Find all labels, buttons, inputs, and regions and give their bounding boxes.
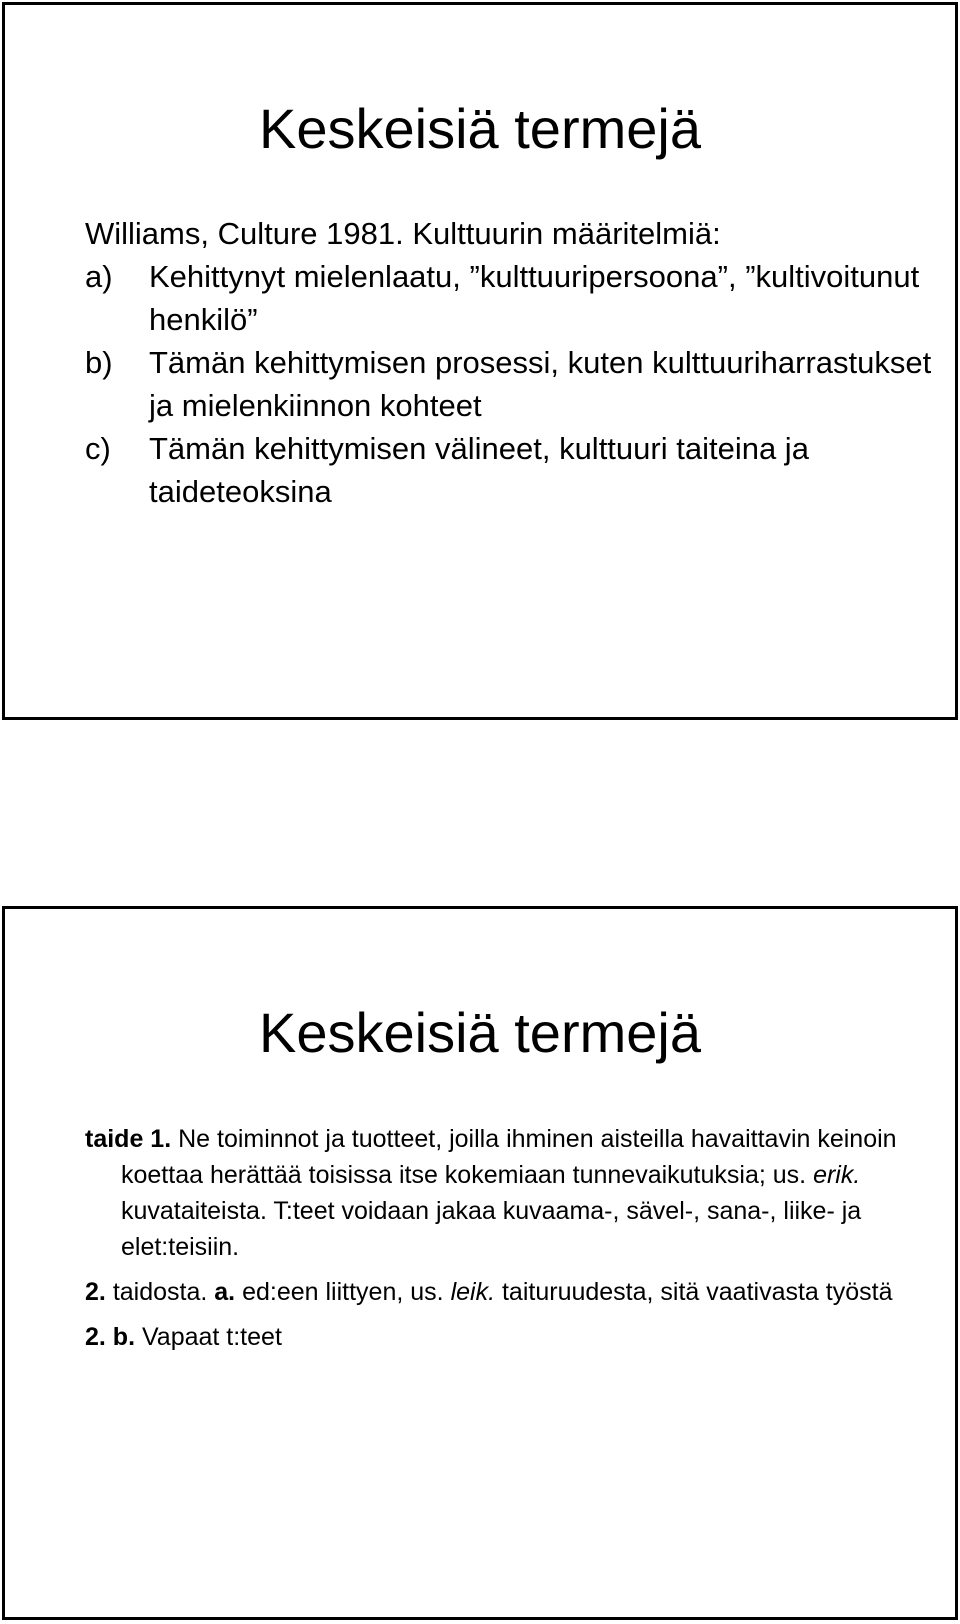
definition-text: kuvataiteista. T:teet voidaan jakaa kuvaama-, sävel-, sana-, liike- ja elet:teisiin. (121, 1197, 862, 1261)
definition-label: c) (85, 431, 111, 466)
definition-text: Tämän kehittymisen välineet, kulttuuri taiteina ja taideteoksina (149, 431, 809, 509)
sub-label: a. (214, 1278, 236, 1306)
definition-label: a) (85, 259, 113, 294)
slide-2-title: Keskeisiä termejä (259, 1001, 701, 1064)
definition-item-a (85, 255, 935, 341)
definition-text: Kehittynyt mielenlaatu, ”kulttuuripersoona”, ”kultivoitunut henkilö” (149, 259, 920, 337)
definition-text: ed:een liittyen, us. (242, 1278, 444, 1306)
slide-1 (2, 2, 958, 720)
definition-taide-2b (85, 1319, 935, 1355)
definition-text: taidosta. (112, 1278, 208, 1306)
definition-item-c (85, 427, 935, 513)
slide-2 (2, 906, 958, 1620)
abbreviation: leik. (450, 1278, 496, 1306)
definition-text: Ne toiminnot ja tuotteet, joilla ihminen aisteilla havaittavin keinoin koettaa herättää toisissa itse kokemiaan tunnevaikutuksia; us. (121, 1125, 897, 1189)
definition-text: Tämän kehittymisen prosessi, kuten kulttuuriharrastukset ja mielenkiinnon kohteet (149, 345, 932, 423)
definition-taide-1 (85, 1121, 935, 1265)
term-number: 2. (85, 1278, 106, 1306)
abbreviation: erik. (813, 1161, 861, 1189)
term-number: 2. b. (85, 1323, 136, 1351)
slide-2-body (85, 1121, 935, 1355)
definition-item-b (85, 341, 935, 427)
slide-1-title: Keskeisiä termejä (259, 97, 701, 160)
definition-text: taituruudesta, sitä vaativasta työstä (501, 1278, 893, 1306)
definition-label: b) (85, 345, 113, 380)
slide-1-body (85, 212, 935, 513)
definition-taide-2a (85, 1274, 935, 1310)
term-label: taide 1. (85, 1125, 172, 1153)
definitions-intro: Williams, Culture 1981. Kulttuurin määritelmiä: (85, 216, 721, 251)
definition-text: Vapaat t:teet (141, 1323, 282, 1351)
